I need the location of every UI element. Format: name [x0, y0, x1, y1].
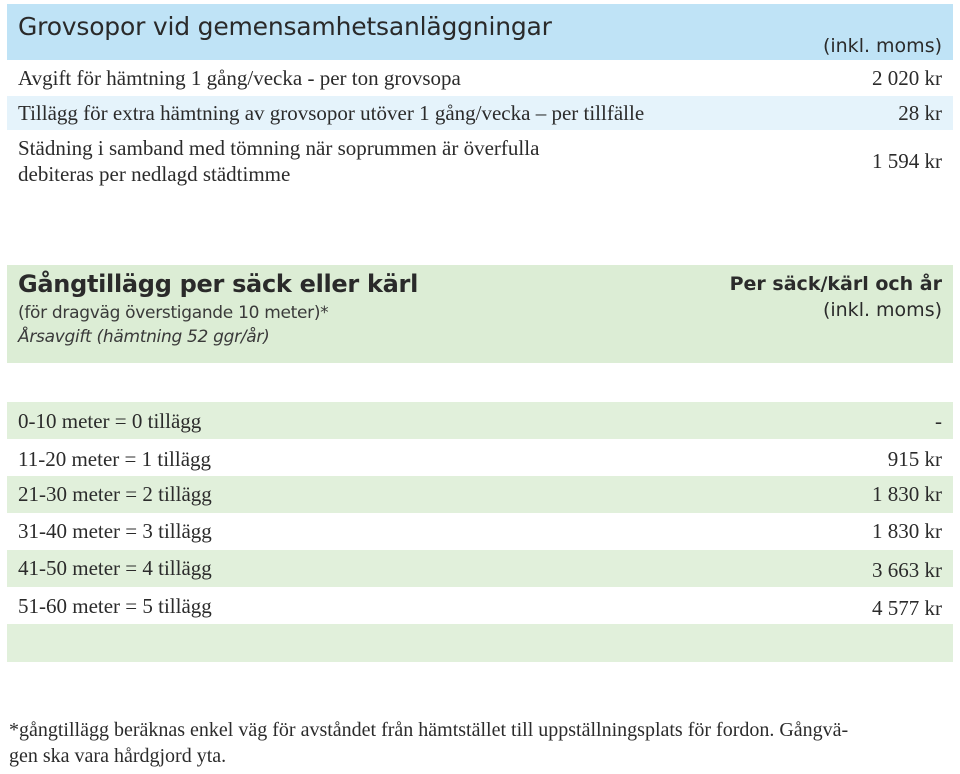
- row-label: Avgift för hämtning 1 gång/vecka - per ton grovsopa: [18, 66, 461, 90]
- empty-row: [7, 624, 953, 662]
- section2-subtitle: (för dragväg överstigande 10 meter)*: [18, 303, 329, 323]
- distance-row-31-40: [7, 513, 953, 550]
- row-value: 1 830 kr: [872, 482, 942, 506]
- section2-annual-fee-note: Årsavgift (hämtning 52 ggr/år): [18, 327, 270, 347]
- section2-title: Gångtillägg per säck eller kärl: [18, 270, 419, 298]
- footnote-line1: *gångtillägg beräknas enkel väg för avståndet från hämtstället till uppställningsplats för fordon. Gångvä-: [9, 719, 849, 741]
- row-label: 41-50 meter = 4 tillägg: [18, 556, 212, 580]
- section2-header: [7, 265, 953, 363]
- row-value: 1 594 kr: [872, 149, 942, 173]
- section1-row-2: [7, 96, 953, 130]
- distance-row-11-20: [7, 439, 953, 476]
- row-value: 2 020 kr: [872, 66, 942, 90]
- distance-row-41-50: [7, 550, 953, 587]
- section1-row-1: [7, 60, 953, 96]
- row-value: 4 577 kr: [872, 596, 942, 620]
- row-label-line2: debiteras per nedlagd städtimme: [18, 162, 291, 186]
- row-value: 915 kr: [887, 447, 942, 471]
- section1-title: Grovsopor vid gemensamhetsanläggningar: [18, 12, 552, 41]
- row-value: 1 830 kr: [872, 519, 942, 543]
- row-value: -: [935, 409, 942, 433]
- footnote: [9, 717, 949, 769]
- row-label: 11-20 meter = 1 tillägg: [18, 447, 212, 471]
- footnote-line2: gen ska vara hårdgjord yta.: [9, 745, 227, 767]
- row-label-line1: Städning i samband med tömning när soprummen är överfulla: [18, 136, 540, 160]
- section2-vat-note: (inkl. moms): [822, 299, 942, 321]
- row-value: 3 663 kr: [872, 558, 942, 582]
- section1-row-3: [7, 130, 953, 194]
- section1-vat-note: (inkl. moms): [822, 35, 942, 57]
- row-label: Tillägg för extra hämtning av grovsopor utöver 1 gång/vecka – per tillfälle: [18, 101, 645, 125]
- section1-header: [7, 4, 953, 60]
- row-label: 31-40 meter = 3 tillägg: [18, 519, 212, 543]
- distance-row-21-30: [7, 476, 953, 513]
- distance-row-51-60: [7, 587, 953, 624]
- row-value: 28 kr: [898, 101, 942, 125]
- distance-row-0-10: [7, 402, 953, 439]
- section2-column-header: Per säck/kärl och år: [729, 273, 942, 295]
- row-label: 51-60 meter = 5 tillägg: [18, 594, 212, 618]
- row-label: 0-10 meter = 0 tillägg: [18, 409, 202, 433]
- row-label: 21-30 meter = 2 tillägg: [18, 482, 212, 506]
